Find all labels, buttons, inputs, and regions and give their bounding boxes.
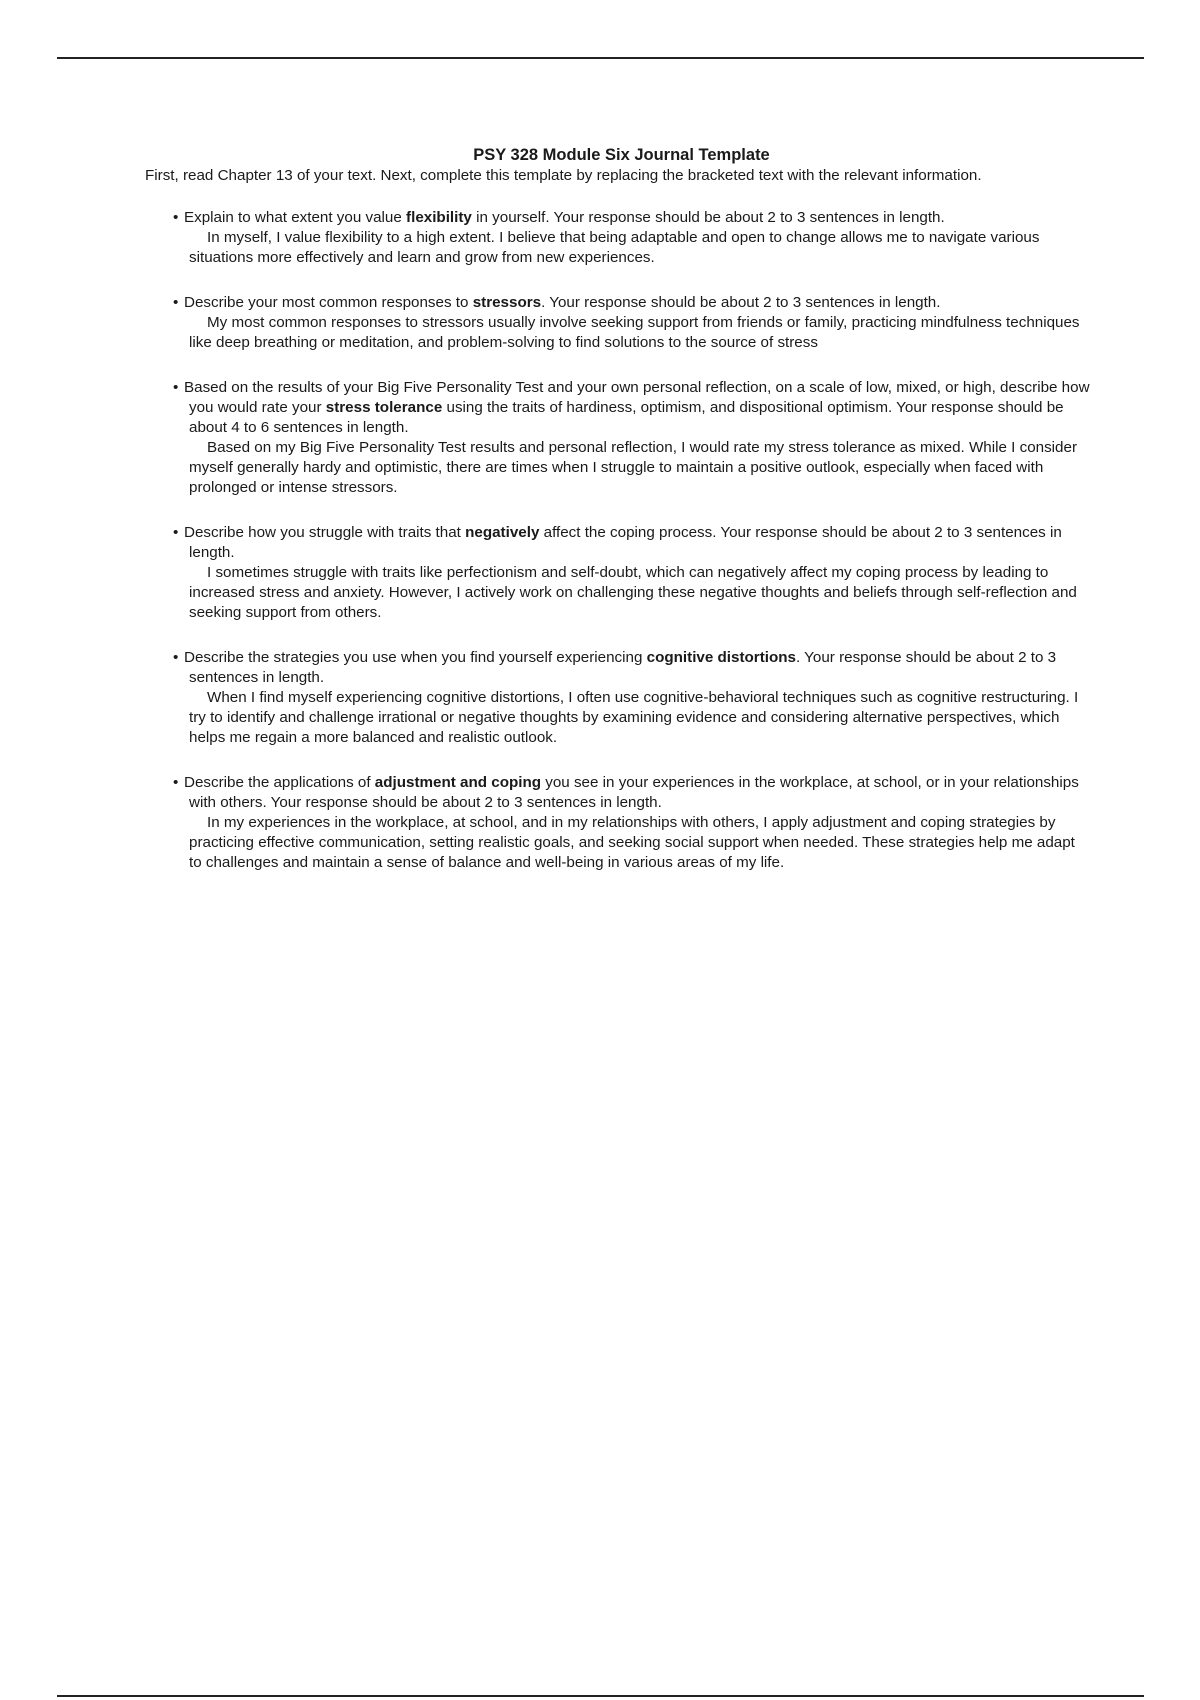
item-prompt [145,523,1090,563]
top-rule [57,57,1144,59]
bullet-icon: • [173,379,179,396]
journal-item [145,648,1090,748]
bullet-icon: • [173,774,179,791]
prompt-text: Describe your most common responses to [184,294,473,311]
bullet-icon: • [173,524,179,541]
item-response: In my experiences in the workplace, at school, and in my relationships with others, I apply adjustment and coping strategies by practicing effective communication, setting realistic goals, and seeking social support when needed. These strategies help me adapt to challenges and maintain a sense of balance and well-being in various areas of my life. [189,814,1075,871]
prompt-text: using the traits of hardiness, optimism, and dispositional optimism. Your response should be about 4 to 6 sentences in length. [189,399,1064,436]
item-response: In myself, I value flexibility to a high extent. I believe that being adaptable and open to change allows me to navigate various situations more effectively and learn and grow from new experiences. [189,229,1040,266]
item-prompt [145,208,1090,228]
prompt-keyword: adjustment and coping [374,774,542,791]
prompt-text: Based on the results of your Big Five Personality Test and your own personal reflection, on a scale of low, mixed, or high, describe how you would rate your [184,379,1090,416]
journal-item [145,293,1090,353]
item-prompt [145,378,1090,438]
bullet-icon: • [173,649,179,666]
bottom-rule [57,1695,1144,1697]
journal-item [145,523,1090,623]
prompt-text: . Your response should be about 2 to 3 sentences in length. [541,294,941,311]
prompt-keyword: stress tolerance [325,399,443,416]
item-response: Based on my Big Five Personality Test results and personal reflection, I would rate my stress tolerance as mixed. While I consider myself generally hardy and optimistic, there are times when I struggle to maintain a positive outlook, especially when faced with prolonged or intense stressors. [189,439,1078,496]
prompt-text: Describe how you struggle with traits that [184,524,466,541]
prompt-text: you see in your experiences in the workplace, at school, or in your relationships with others. Your response should be about 2 to 3 sentences in length. [189,774,1079,811]
prompt-keyword: stressors [472,294,542,311]
item-prompt [145,773,1090,813]
prompt-keyword: flexibility [406,209,472,226]
prompt-text: affect the coping process. Your response should be about 2 to 3 sentences in length. [189,524,1062,561]
bullet-icon: • [173,209,179,226]
prompt-keyword: negatively [465,524,540,541]
document-body [145,145,1090,898]
bullet-icon: • [173,294,179,311]
journal-item [145,773,1090,873]
prompt-text: . Your response should be about 2 to 3 sentences in length. [189,649,1057,686]
item-prompt [145,293,1090,313]
journal-item [145,378,1090,498]
journal-item [145,208,1090,268]
item-response: When I find myself experiencing cognitive distortions, I often use cognitive-behavioral techniques such as cognitive restructuring. I try to identify and challenge irrational or negative thoughts by examining evidence and considering alternative perspectives, which helps me regain a more balanced and realistic outlook. [189,689,1079,746]
item-response: I sometimes struggle with traits like perfectionism and self-doubt, which can negatively affect my coping process by leading to increased stress and anxiety. However, I actively work on challenging these negative thoughts and beliefs through self-reflection and seeking support from others. [189,564,1077,621]
item-response: My most common responses to stressors usually involve seeking support from friends or family, practicing mindfulness techniques like deep breathing or meditation, and problem-solving to find solutions to the source of stress [189,314,1080,351]
prompt-text: Describe the applications of [184,774,375,791]
prompt-text: Describe the strategies you use when you find yourself experiencing [184,649,647,666]
item-prompt [145,648,1090,688]
prompt-text: Explain to what extent you value [184,209,407,226]
prompt-keyword: cognitive distortions [646,649,796,666]
document-title: PSY 328 Module Six Journal Template [473,146,770,164]
prompt-text: in yourself. Your response should be about 2 to 3 sentences in length. [471,209,945,226]
journal-items [145,208,1090,873]
intro-paragraph: First, read Chapter 13 of your text. Next, complete this template by replacing the bracketed text with the relevant information. [145,167,982,184]
